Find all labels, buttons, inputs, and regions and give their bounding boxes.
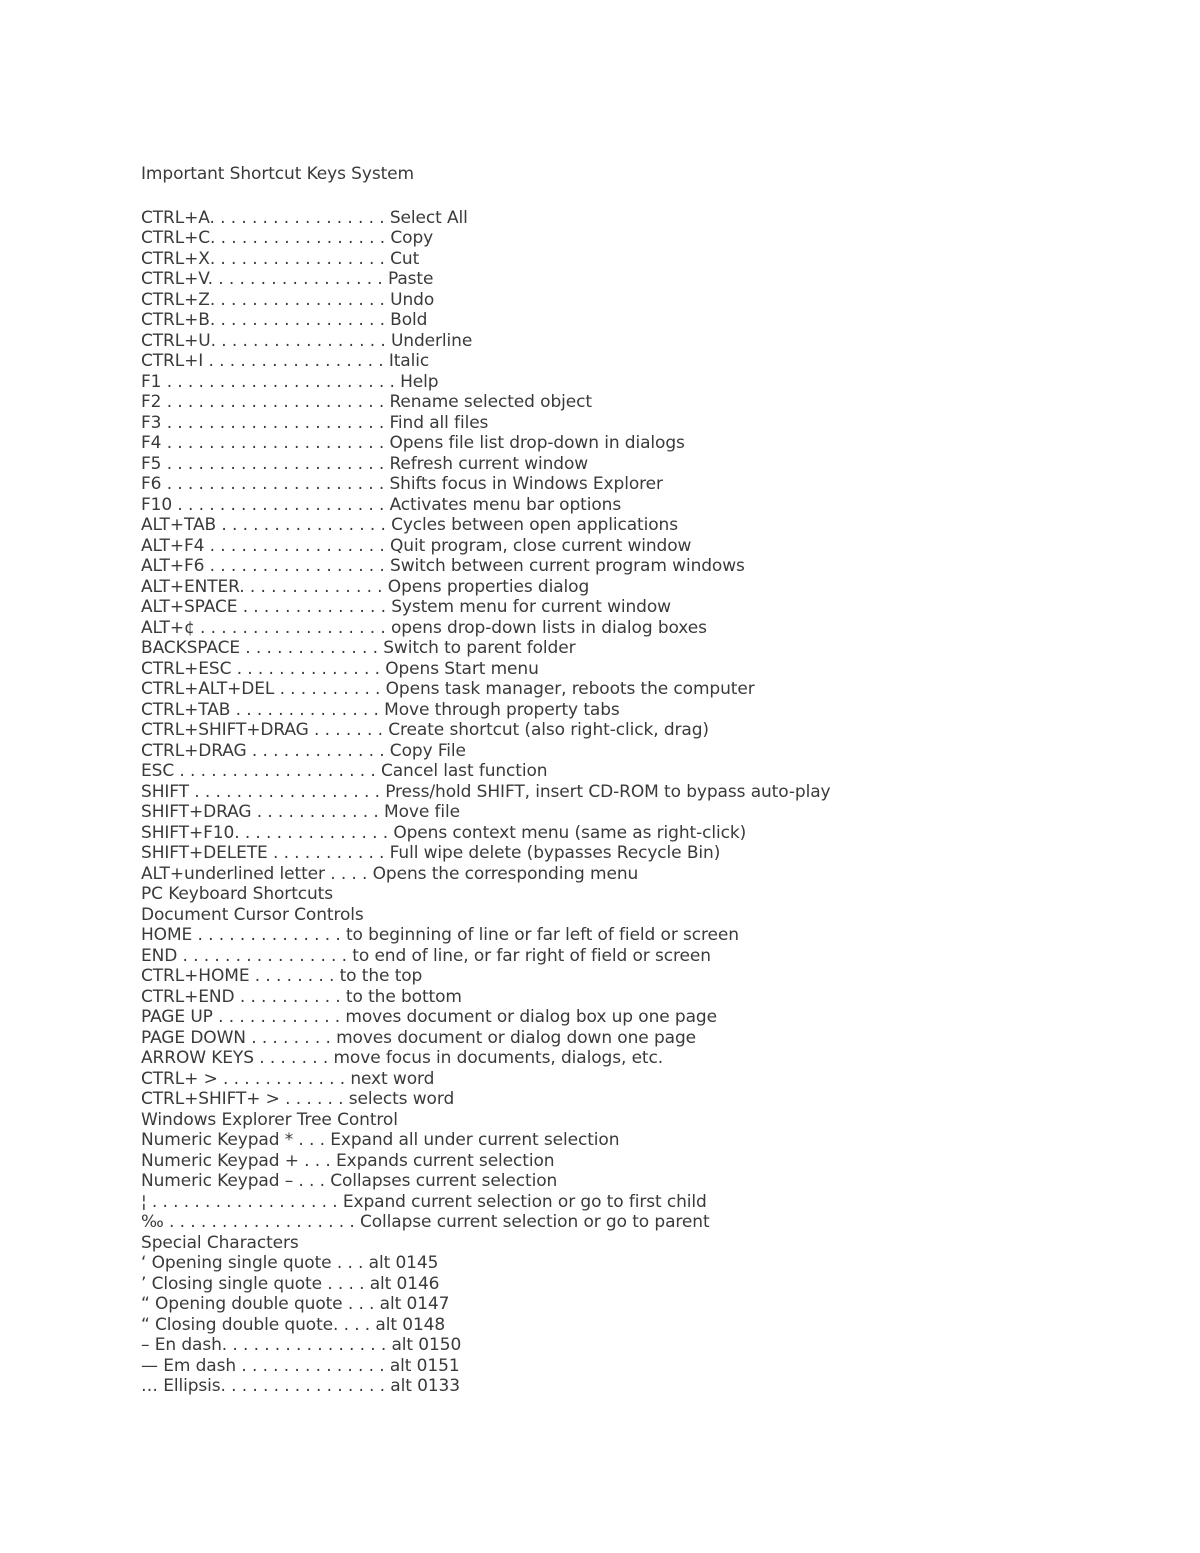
text-line: ¦ . . . . . . . . . . . . . . . . . . Expand current selection or go to first child xyxy=(141,1191,707,1212)
text-line: ALT+¢ . . . . . . . . . . . . . . . . . . opens drop-down lists in dialog boxes xyxy=(141,617,707,638)
text-line: Numeric Keypad – . . . Collapses current selection xyxy=(141,1171,558,1191)
text-line: CTRL+C. . . . . . . . . . . . . . . . . Copy xyxy=(141,228,434,248)
text-line: CTRL+A. . . . . . . . . . . . . . . . . Select All xyxy=(141,207,468,228)
text-line: F1 . . . . . . . . . . . . . . . . . . . . . . Help xyxy=(141,371,439,392)
text-line: ALT+ENTER. . . . . . . . . . . . . . Opens properties dialog xyxy=(141,576,590,597)
text-line: ESC . . . . . . . . . . . . . . . . . . . Cancel last function xyxy=(141,761,548,781)
blank-line xyxy=(141,185,1141,208)
text-line: F4 . . . . . . . . . . . . . . . . . . . . . Opens file list drop-down in dialogs xyxy=(141,433,685,453)
text-line: Windows Explorer Tree Control xyxy=(141,1109,398,1130)
text-line: CTRL+ALT+DEL . . . . . . . . . . Opens task manager, reboots the computer xyxy=(141,679,755,699)
shortcut-list xyxy=(141,208,1141,1397)
text-line: SHIFT+DELETE . . . . . . . . . . . Full wipe delete (bypasses Recycle Bin) xyxy=(141,843,721,863)
text-line: CTRL+DRAG . . . . . . . . . . . . . Copy File xyxy=(141,740,466,761)
text-line: ALT+underlined letter . . . . Opens the corresponding menu xyxy=(141,863,639,884)
text-line: CTRL+I . . . . . . . . . . . . . . . . . Italic xyxy=(141,351,430,371)
text-line: CTRL+U. . . . . . . . . . . . . . . . . Underline xyxy=(141,330,473,351)
text-line: Numeric Keypad + . . . Expands current selection xyxy=(141,1150,555,1171)
text-line: CTRL+B. . . . . . . . . . . . . . . . . Bold xyxy=(141,310,428,330)
text-line: SHIFT+DRAG . . . . . . . . . . . . Move file xyxy=(141,802,460,822)
text-line: CTRL+END . . . . . . . . . . to the bottom xyxy=(141,986,462,1007)
text-line: F10 . . . . . . . . . . . . . . . . . . . . Activates menu bar options xyxy=(141,494,622,515)
text-line: F2 . . . . . . . . . . . . . . . . . . . . . Rename selected object xyxy=(141,392,592,412)
text-line: ARROW KEYS . . . . . . . move focus in documents, dialogs, etc. xyxy=(141,1048,664,1068)
text-line: SHIFT+F10. . . . . . . . . . . . . . . Opens context menu (same as right-click) xyxy=(141,822,747,843)
text-line: F6 . . . . . . . . . . . . . . . . . . . . . Shifts focus in Windows Explorer xyxy=(141,474,663,494)
text-line: CTRL+HOME . . . . . . . . to the top xyxy=(141,966,423,986)
text-line: CTRL+SHIFT+DRAG . . . . . . . Create shortcut (also right-click, drag) xyxy=(141,720,709,740)
text-line: CTRL+TAB . . . . . . . . . . . . . . Move through property tabs xyxy=(141,699,620,720)
text-line: BACKSPACE . . . . . . . . . . . . . Switch to parent folder xyxy=(141,638,576,658)
text-line: ’ Closing single quote . . . . alt 0146 xyxy=(141,1273,440,1294)
text-line: ‰ . . . . . . . . . . . . . . . . . . Collapse current selection or go to parent xyxy=(141,1212,710,1232)
text-line: ALT+F4 . . . . . . . . . . . . . . . . . Quit program, close current window xyxy=(141,535,692,556)
text-line: CTRL+Z. . . . . . . . . . . . . . . . . Undo xyxy=(141,289,435,310)
text-line: Document Cursor Controls xyxy=(141,904,364,925)
text-line: CTRL+ESC . . . . . . . . . . . . . . Opens Start menu xyxy=(141,658,539,679)
text-line: CTRL+V. . . . . . . . . . . . . . . . . Paste xyxy=(141,269,434,289)
text-line: ALT+TAB . . . . . . . . . . . . . . . . Cycles between open applications xyxy=(141,515,678,535)
text-line: CTRL+ > . . . . . . . . . . . . next word xyxy=(141,1068,435,1089)
text-line: PAGE UP . . . . . . . . . . . . moves document or dialog box up one page xyxy=(141,1007,717,1027)
text-line: ALT+F6 . . . . . . . . . . . . . . . . . Switch between current program windows xyxy=(141,556,745,576)
text-line: CTRL+X. . . . . . . . . . . . . . . . . Cut xyxy=(141,248,420,269)
document-page xyxy=(141,163,1141,1397)
text-line: F5 . . . . . . . . . . . . . . . . . . . . . Refresh current window xyxy=(141,453,589,474)
text-line: – En dash. . . . . . . . . . . . . . . . alt 0150 xyxy=(141,1335,462,1355)
text-line: Special Characters xyxy=(141,1232,299,1253)
text-line: F3 . . . . . . . . . . . . . . . . . . . . . Find all files xyxy=(141,412,489,433)
text-line: ‘ Opening single quote . . . alt 0145 xyxy=(141,1253,439,1273)
text-line: … Ellipsis. . . . . . . . . . . . . . . . alt 0133 xyxy=(141,1376,460,1396)
text-line: END . . . . . . . . . . . . . . . . to end of line, or far right of field or screen xyxy=(141,945,711,966)
text-line: — Em dash . . . . . . . . . . . . . . alt 0151 xyxy=(141,1355,460,1376)
text-line: HOME . . . . . . . . . . . . . . to beginning of line or far left of field or screen xyxy=(141,925,739,945)
text-line: PC Keyboard Shortcuts xyxy=(141,884,334,904)
document-title: Important Shortcut Keys System xyxy=(141,164,414,184)
text-line: Numeric Keypad * . . . Expand all under current selection xyxy=(141,1130,620,1150)
text-line: SHIFT . . . . . . . . . . . . . . . . . . Press/hold SHIFT, insert CD-ROM to bypass auto-play xyxy=(141,781,831,802)
text-line: ALT+SPACE . . . . . . . . . . . . . . System menu for current window xyxy=(141,597,671,617)
text-line: “ Closing double quote. . . . alt 0148 xyxy=(141,1314,446,1335)
text-line: CTRL+SHIFT+ > . . . . . . selects word xyxy=(141,1089,455,1109)
text-line: “ Opening double quote . . . alt 0147 xyxy=(141,1294,450,1314)
text-line: PAGE DOWN . . . . . . . . moves document or dialog down one page xyxy=(141,1027,697,1048)
